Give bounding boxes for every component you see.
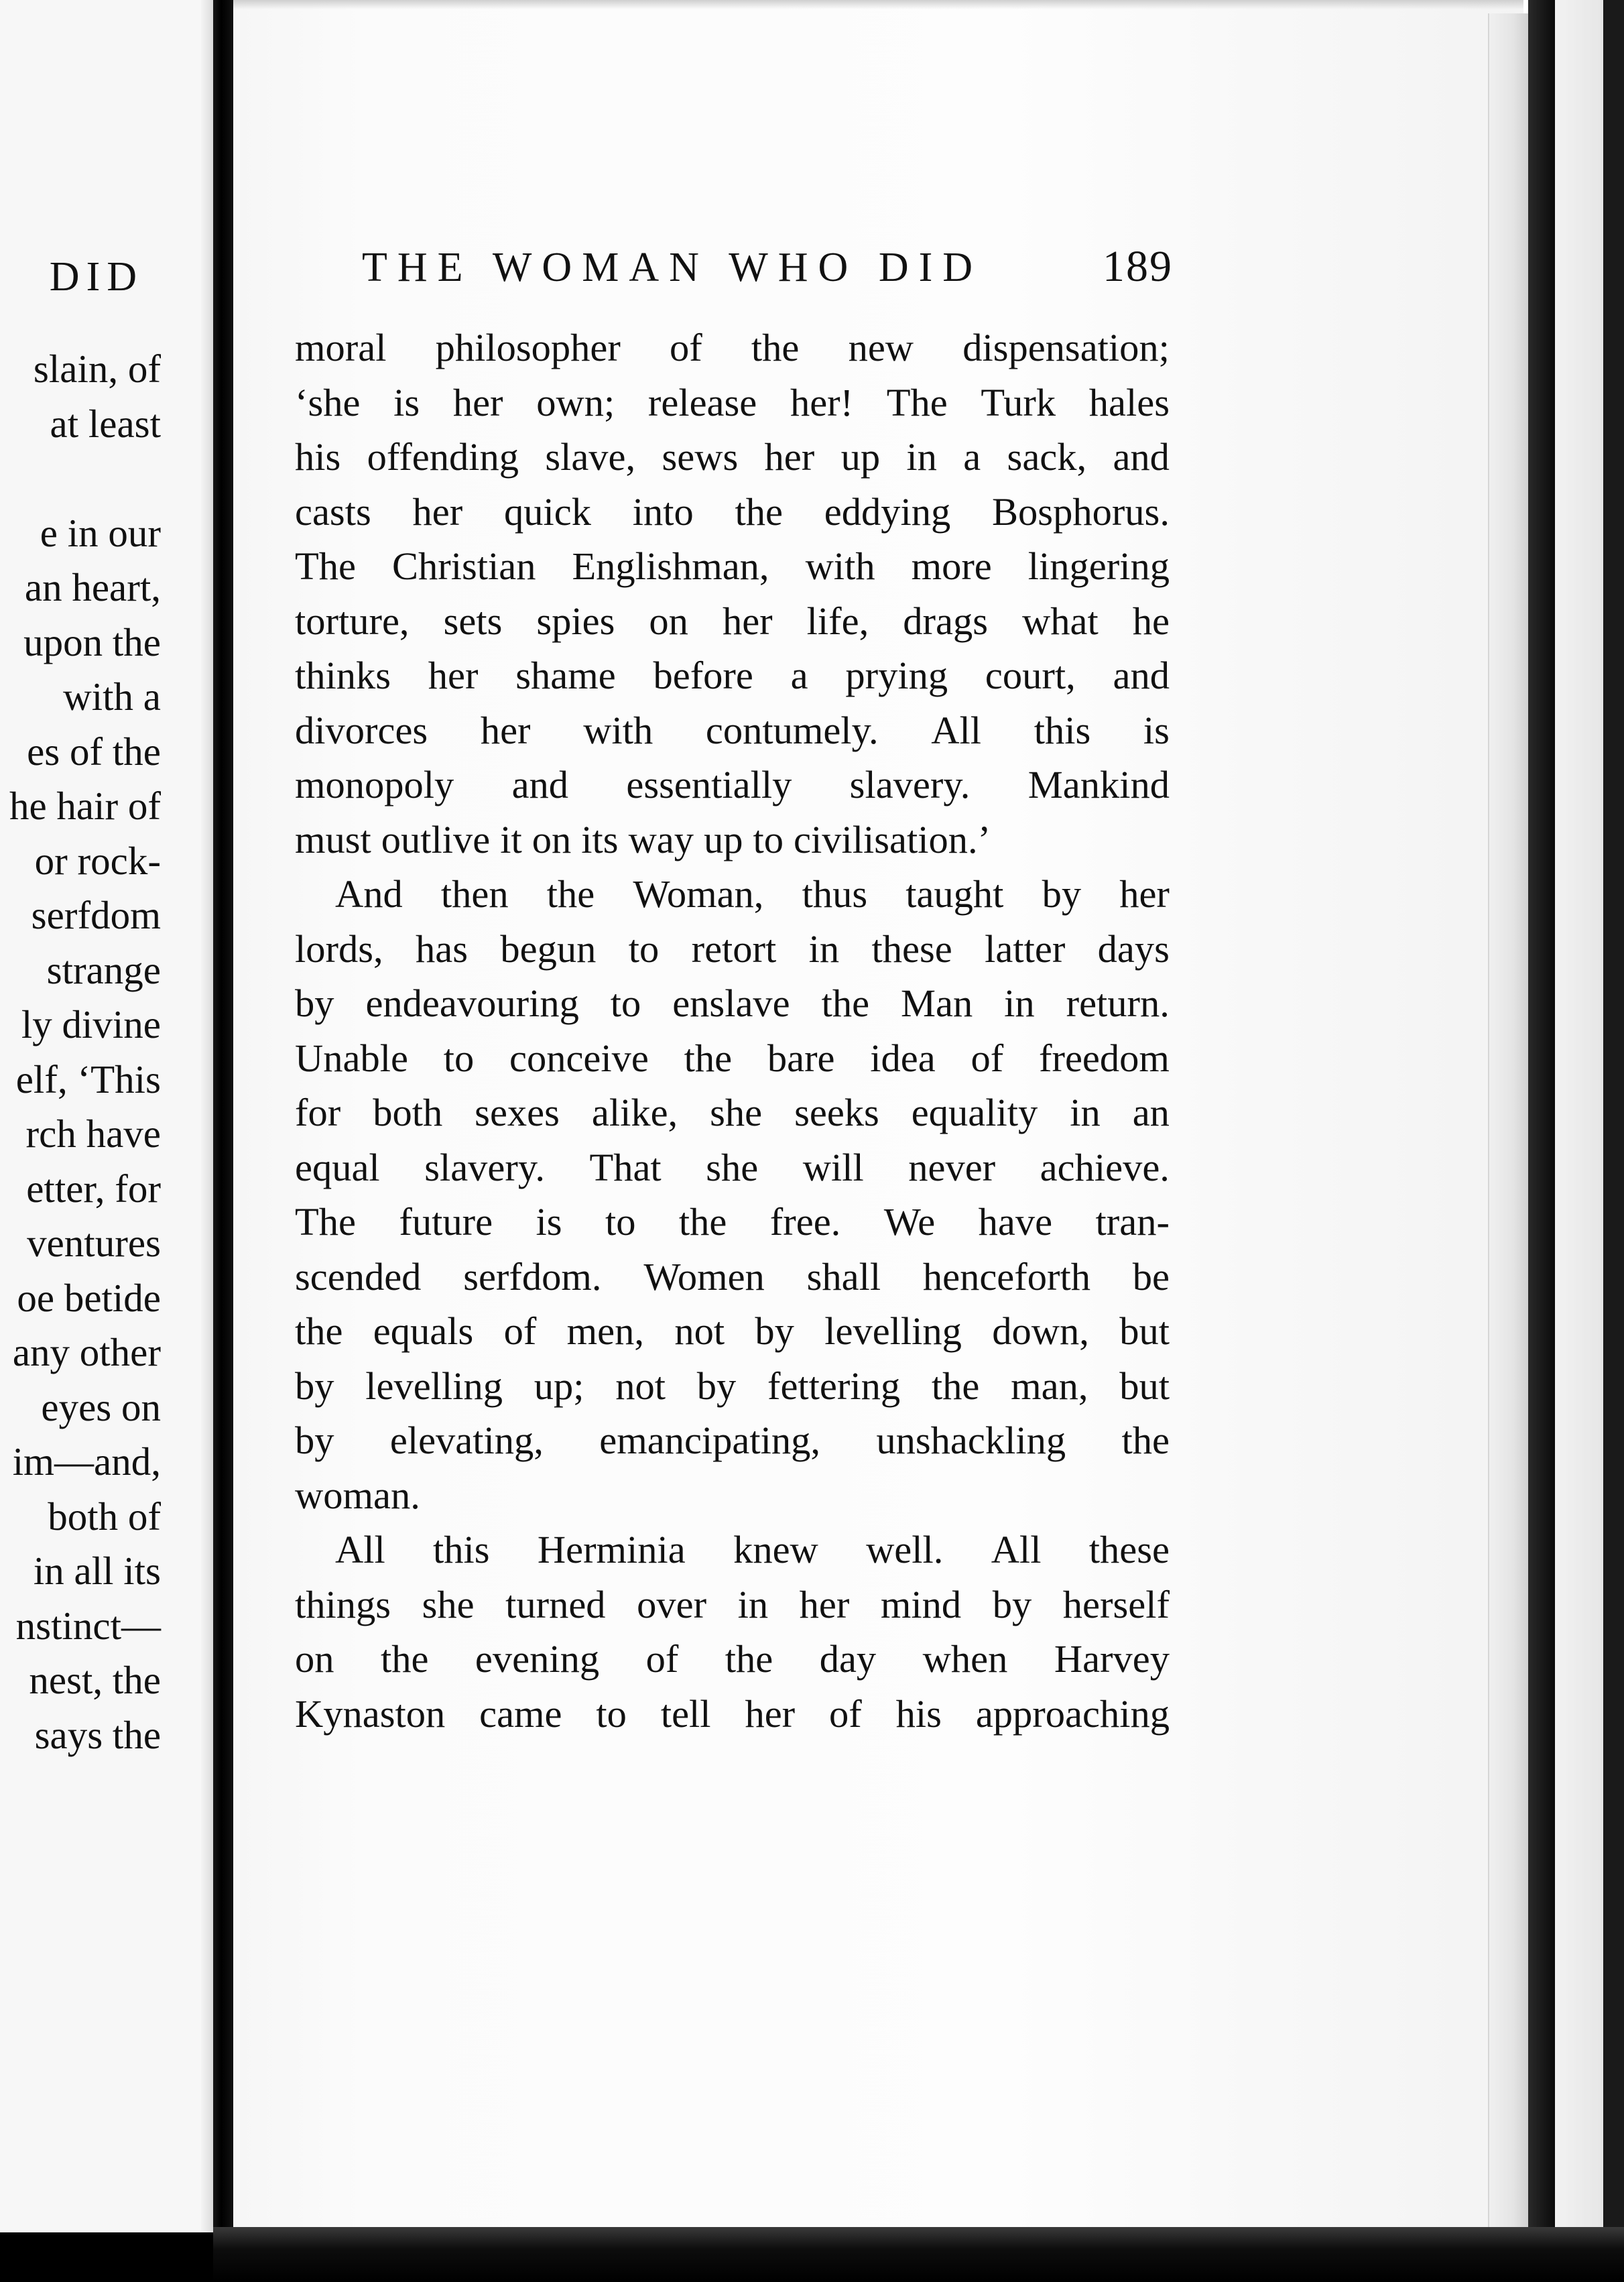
book-edge-dark xyxy=(1528,0,1555,2282)
text-line: casts her quick into the eddying Bosphorus. xyxy=(295,489,1170,534)
page-edge xyxy=(1488,13,1529,2232)
left-text-fragment: both of xyxy=(48,1494,161,1539)
text-line: woman. xyxy=(295,1473,420,1517)
book-gutter xyxy=(213,0,233,2282)
left-text-fragment: he hair of xyxy=(9,784,161,828)
left-text-fragment: oe betide xyxy=(17,1275,161,1320)
left-text-fragment: at least xyxy=(50,401,161,446)
body-text xyxy=(295,320,1170,1741)
left-text-fragment: any other xyxy=(12,1330,161,1374)
left-text-fragment: slain, of xyxy=(33,347,161,391)
text-line: The Christian Englishman, with more lingering xyxy=(295,544,1170,588)
text-line: torture, sets spies on her life, drags what he xyxy=(295,599,1170,643)
text-line: for both sexes alike, she seeks equality in an xyxy=(295,1091,1170,1134)
text-line: his offending slave, sews her up in a sack, and xyxy=(295,435,1170,479)
left-text-fragment: eyes on xyxy=(41,1384,161,1429)
left-text-fragment: or rock- xyxy=(34,838,161,883)
left-text-fragment: strange xyxy=(46,947,161,992)
text-line: ‘she is her own; release her! The Turk hales xyxy=(295,380,1170,424)
left-text-fragment: serfdom xyxy=(31,893,161,937)
running-head xyxy=(362,241,1173,292)
left-running-head: DID xyxy=(49,254,143,300)
left-text-fragment: elf, ‘This xyxy=(15,1057,161,1101)
text-line: moral philosopher of the new dispensation; xyxy=(295,326,1170,369)
left-page xyxy=(0,0,213,2232)
text-line: divorces her with contumely. All this is xyxy=(295,708,1170,752)
running-head-title: THE WOMAN WHO DID xyxy=(362,245,983,290)
bottom-left-edge xyxy=(0,2232,213,2282)
left-text-fragment: es of the xyxy=(27,729,161,774)
text-line: the equals of men, not by levelling down, but xyxy=(295,1309,1170,1353)
left-text-fragment: an heart, xyxy=(24,565,161,609)
text-line: Kynaston came to tell her of his approaching xyxy=(295,1691,1170,1736)
left-text-fragment: im—and, xyxy=(12,1439,161,1484)
left-text-fragment: says the xyxy=(34,1712,161,1757)
left-text-fragment: with a xyxy=(63,674,161,719)
left-text-fragment: nest, the xyxy=(29,1658,161,1702)
text-line: by endeavouring to enslave the Man in return. xyxy=(295,981,1170,1025)
left-text-fragment: rch have xyxy=(25,1112,161,1156)
text-line: by levelling up; not by fettering the man, but xyxy=(295,1364,1170,1408)
left-text-fragment xyxy=(0,451,161,506)
left-text-fragment: in all its xyxy=(33,1549,161,1593)
left-text-fragment: upon the xyxy=(23,619,161,664)
left-text-fragments xyxy=(0,342,161,1762)
text-line: by elevating, emancipating, unshackling the xyxy=(295,1419,1170,1462)
text-line: The future is to the free. We have tran- xyxy=(295,1200,1170,1244)
text-line: scended serfdom. Women shall henceforth be xyxy=(295,1254,1170,1299)
text-line: must outlive it on its way up to civilisation.’ xyxy=(295,817,991,861)
bottom-edge xyxy=(213,2227,1624,2282)
top-shade xyxy=(233,0,1523,9)
left-page-shadow xyxy=(201,0,213,2232)
text-line: All this Herminia knew well. All these xyxy=(335,1528,1170,1571)
text-line: Unable to conceive the bare idea of freedom xyxy=(295,1036,1170,1080)
page-number: 189 xyxy=(1103,242,1173,291)
left-text-fragment: ventures xyxy=(27,1221,161,1265)
text-line: monopoly and essentially slavery. Mankind xyxy=(295,763,1170,806)
left-text-fragment: ly divine xyxy=(21,1002,161,1046)
text-line: lords, has begun to retort in these latter days xyxy=(295,926,1170,971)
text-line: And then the Woman, thus taught by her xyxy=(335,872,1170,916)
left-text-fragment: nstinct— xyxy=(15,1603,161,1648)
book-edge-outer xyxy=(1603,0,1624,2282)
text-line: equal slavery. That she will never achieve. xyxy=(295,1145,1170,1189)
left-text-fragment: etter, for xyxy=(26,1166,161,1211)
left-text-fragment: e in our xyxy=(40,510,161,555)
text-line: things she turned over in her mind by herself xyxy=(295,1582,1170,1626)
text-line: thinks her shame before a prying court, and xyxy=(295,654,1170,697)
text-line: on the evening of the day when Harvey xyxy=(295,1637,1170,1681)
